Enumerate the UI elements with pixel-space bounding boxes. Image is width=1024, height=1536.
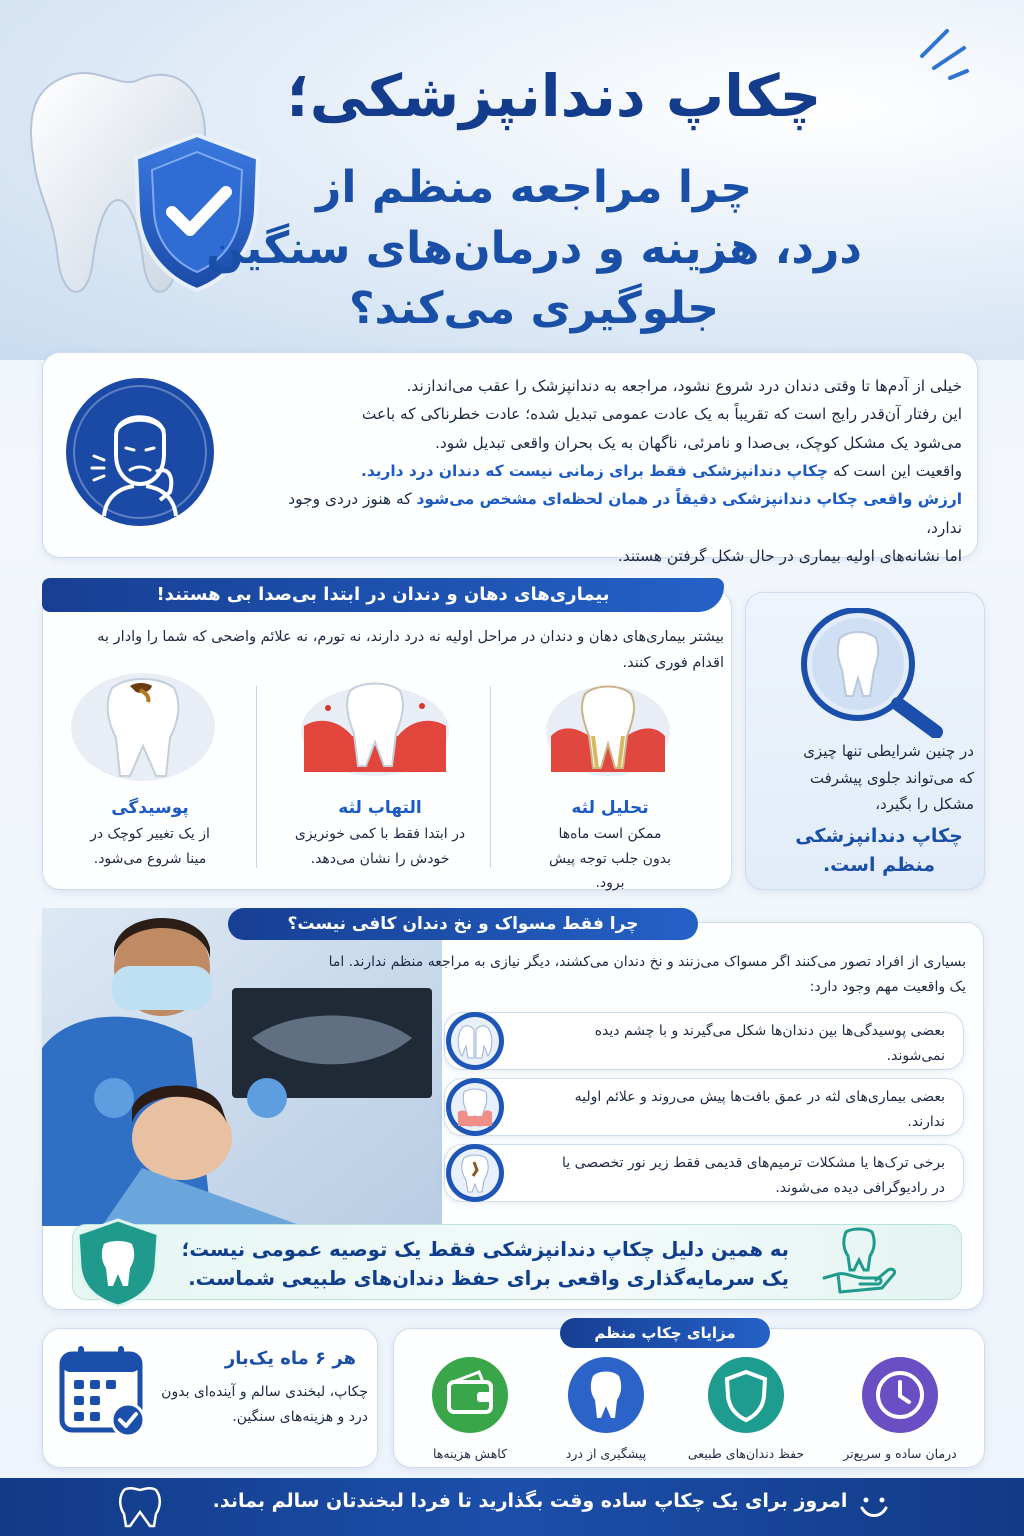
side-text-body: در چنین شرایطی تنها چیزی که می‌تواند جلوی پیشرفت مشکل را بگیرد، (803, 742, 974, 814)
intro-text (262, 372, 962, 570)
benefit-item (830, 1356, 970, 1461)
benefit-item (536, 1356, 676, 1461)
cavity-item (50, 798, 250, 871)
page-subtitle (174, 158, 894, 340)
schedule-text: چکاپ، لبخندی سالم و آینده‌ای بدون درد و هزینه‌های سنگین. (161, 1384, 368, 1425)
item-divider (490, 686, 491, 868)
tooth-outline-icon (112, 1484, 168, 1530)
side-text-strong: چکاپ دندانپزشکی منظم است. (795, 825, 963, 876)
benefit-item (400, 1356, 540, 1461)
intro-highlight-2: ارزش واقعی چکاپ دندانپزشکی دقیقاً در همان لحظه‌ای مشخص می‌شود (416, 490, 962, 509)
subtitle-line-3: جلوگیری می‌کند؟ (348, 283, 720, 335)
calendar-check-icon (58, 1342, 150, 1438)
intro-line-2: این رفتار آن‌قدر رایج است که تقریباً به یک عادت عمومی تبدیل شده؛ عادت خطرناکی که باعث (361, 405, 962, 424)
point-text: بعضی بیماری‌های لثه در عمق بافت‌ها پیش می‌روند و علائم اولیه ندارند. (574, 1089, 945, 1131)
benefits-banner: مزایای چکاپ منظم (560, 1318, 770, 1348)
item-title: تحلیل لثه (571, 798, 649, 818)
intro-line-1: خیلی از آدم‌ها تا وقتی دندان درد شروع نشود، مراجعه به دندانپزشک را عقب می‌اندازند. (406, 377, 962, 395)
intro-line-5-plain: که هنوز دردی وجود ندارد، (288, 490, 962, 537)
brushing-intro: بسیاری از افراد تصور می‌کنند اگر مسواک می‌زنند و نخ دندان می‌کشند، دیگر نیازی به مراجعه منظم ندارند. اما یک واقعیت مهم وجود دارد: (328, 954, 966, 995)
clock-icon (861, 1356, 939, 1434)
smile-icon (856, 1492, 892, 1522)
schedule-title: هر ۶ ماه یک‌بار (224, 1348, 356, 1369)
page-title: چکاپ دندانپزشکی؛ (286, 62, 822, 130)
gum-disease-icon (444, 1076, 506, 1138)
shield-icon (707, 1356, 785, 1434)
benefit-label: پیشگیری از درد (565, 1446, 647, 1461)
intro-highlight-1: چکاپ دندانپزشکی فقط برای زمانی نیست که دندان درد دارید. (361, 462, 829, 481)
footer-text: امروز برای یک چکاپ ساده وقت بگذارید تا فردا لبخندتان سالم بماند. (212, 1490, 848, 1512)
silent-diseases-text: بیشتر بیماری‌های دهان و دندان در مراحل اولیه نه درد دارند، نه تورم، نه علائم واضحی که شما را وادار به اقدام فوری کنند. (97, 629, 724, 672)
point-text: بعضی پوسیدگی‌ها بین دندان‌ها شکل می‌گیرند و با چشم دیده نمی‌شوند. (594, 1023, 945, 1065)
point-card (444, 1012, 964, 1070)
subtitle-line-2: درد، هزینه و درمان‌های سنگین (206, 222, 862, 274)
item-divider (256, 686, 257, 868)
interproximal-cavity-icon (444, 1010, 506, 1072)
wallet-icon (431, 1356, 509, 1434)
callout-line-1: به همین دلیل چکاپ دندانپزشکی فقط یک توصیه عمومی نیست؛ (181, 1238, 789, 1261)
accent-lines-icon (912, 26, 972, 86)
gingivitis-item (270, 798, 490, 871)
item-title: پوسیدگی (111, 798, 189, 818)
item-title: التهاب لثه (338, 798, 422, 818)
benefit-label: حفظ دندان‌های طبیعی (687, 1446, 805, 1461)
brushing-banner: چرا فقط مسواک و نخ دندان کافی نیست؟ (228, 908, 698, 940)
magnifier-tooth-icon (800, 608, 948, 738)
toothache-person-icon (64, 376, 216, 528)
cracked-tooth-icon (444, 1142, 506, 1204)
checkup-side-text (784, 738, 974, 879)
intro-line-3: می‌شود یک مشکل کوچک، بی‌صدا و نامرئی، ناگهان به یک بحران واقعی تبدیل شود. (435, 433, 962, 452)
subtitle-line-1: چرا مراجعه منظم از (315, 162, 753, 213)
callout-line-2: یک سرمایه‌گذاری واقعی برای حفظ دندان‌های طبیعی شماست. (188, 1266, 789, 1290)
point-text: برخی ترک‌ها یا مشکلات ترمیم‌های قدیمی فقط زیر نور تخصصی یا در رادیوگرافی دیده می‌شوند. (561, 1155, 945, 1197)
gum-recession-item (505, 798, 715, 896)
item-description: ممکن است ماه‌ها بدون جلب توجه پیش برود. (549, 826, 671, 891)
silent-diseases-banner: بیماری‌های دهان و دندان در ابتدا بی‌صدا بی هستند! (42, 578, 724, 612)
item-description: در ابتدا فقط با کمی خونریزی خودش را نشان می‌دهد. (294, 826, 466, 867)
cavity-icon (70, 672, 216, 782)
intro-line-6: اما نشانه‌های اولیه بیماری در حال شکل گرفتن هستند. (617, 547, 962, 566)
intro-line-4-plain: واقعیت این است که (832, 462, 962, 481)
intro-line-5 (262, 485, 962, 542)
hand-tooth-icon (820, 1222, 898, 1300)
gum-recession-icon (545, 676, 671, 776)
tooth-icon (567, 1356, 645, 1434)
point-card (444, 1078, 964, 1136)
benefit-item (676, 1356, 816, 1461)
benefit-label: درمان ساده و سریع‌تر (843, 1446, 957, 1461)
point-card (444, 1144, 964, 1202)
intro-line-4 (262, 457, 962, 485)
callout-text (69, 1236, 789, 1294)
benefit-label: کاهش هزینه‌ها (432, 1446, 508, 1461)
item-description: از یک تغییر کوچک در مینا شروع می‌شود. (90, 826, 210, 867)
gingivitis-icon (300, 676, 450, 776)
